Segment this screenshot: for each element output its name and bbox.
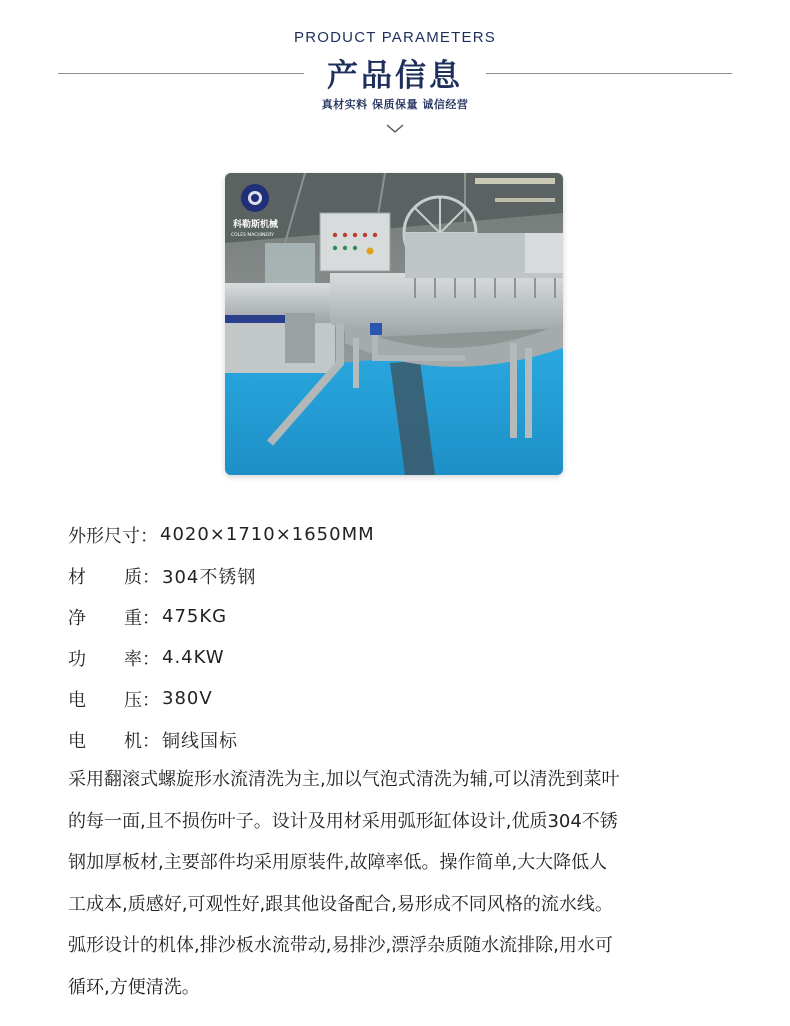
chevron-down-icon [386, 124, 404, 134]
spec-label-char: 电 [68, 730, 86, 752]
spec-row-power [68, 637, 748, 678]
spec-separator: ： [142, 607, 160, 629]
spec-label-char: 净 [68, 607, 86, 629]
description-line: 的每一面,且不损伤叶子。设计及用材采用弧形缸体设计,优质304不锈 [68, 810, 618, 832]
spec-label-char: 压 [124, 689, 142, 711]
spec-label-char: 机 [124, 730, 142, 752]
header-english-title: PRODUCT PARAMETERS [294, 29, 496, 46]
machine-photo-image [225, 173, 563, 475]
spec-value: 304不锈钢 [162, 566, 257, 588]
section-header [0, 0, 790, 150]
spec-label-char: 电 [68, 689, 86, 711]
spec-value: 铜线国标 [162, 730, 238, 752]
spec-separator: ： [142, 689, 160, 711]
spec-list [68, 514, 748, 760]
spec-label-char: 质 [124, 566, 142, 588]
spec-label [68, 604, 142, 630]
spec-label-char: 材 [68, 566, 86, 588]
spec-label [68, 563, 142, 589]
spec-label-char: 重 [124, 607, 142, 629]
spec-value: 475KG [162, 606, 228, 627]
spec-label: 外形尺寸 [68, 525, 140, 547]
spec-row-material [68, 555, 748, 596]
description-line: 循环,方便清洗。 [68, 976, 200, 998]
header-subtitle: 真材实料 保质保量 诚信经营 [321, 98, 469, 111]
spec-row-dimensions [68, 514, 748, 555]
description-line: 弧形设计的机体,排沙板水流带动,易排沙,漂浮杂质随水流排除,用水可 [68, 935, 613, 956]
spec-row-weight [68, 596, 748, 637]
spec-separator: ： [142, 730, 160, 752]
description-line: 采用翻滚式螺旋形水流清洗为主,加以气泡式清洗为辅,可以清洗到菜叶 [68, 769, 620, 790]
spec-value: 380V [162, 688, 213, 709]
spec-label-char: 功 [68, 648, 86, 670]
description-line: 钢加厚板材,主要部件均采用原装件,故障率低。操作简单,大大降低人 [68, 852, 608, 873]
header-chinese-title: 产品信息 [327, 58, 463, 94]
spec-label [68, 686, 142, 712]
product-photo [225, 173, 563, 475]
spec-label [68, 645, 142, 671]
logo-subtext: COLES MACHINERY [231, 233, 274, 238]
spec-label-char: 率 [124, 648, 142, 670]
product-description [68, 759, 748, 1008]
logo-text: 科勒斯机械 [233, 220, 279, 230]
description-line: 工成本,质感好,可观性好,跟其他设备配合,易形成不同风格的流水线。 [68, 893, 613, 915]
spec-value: 4.4KW [162, 647, 225, 668]
spec-row-voltage [68, 678, 748, 719]
spec-value: 4020×1710×1650MM [160, 524, 375, 545]
spec-separator: ： [142, 648, 160, 670]
spec-label [68, 727, 142, 753]
spec-separator: ： [142, 566, 160, 588]
spec-separator: ： [140, 525, 158, 547]
spec-row-motor [68, 719, 748, 760]
